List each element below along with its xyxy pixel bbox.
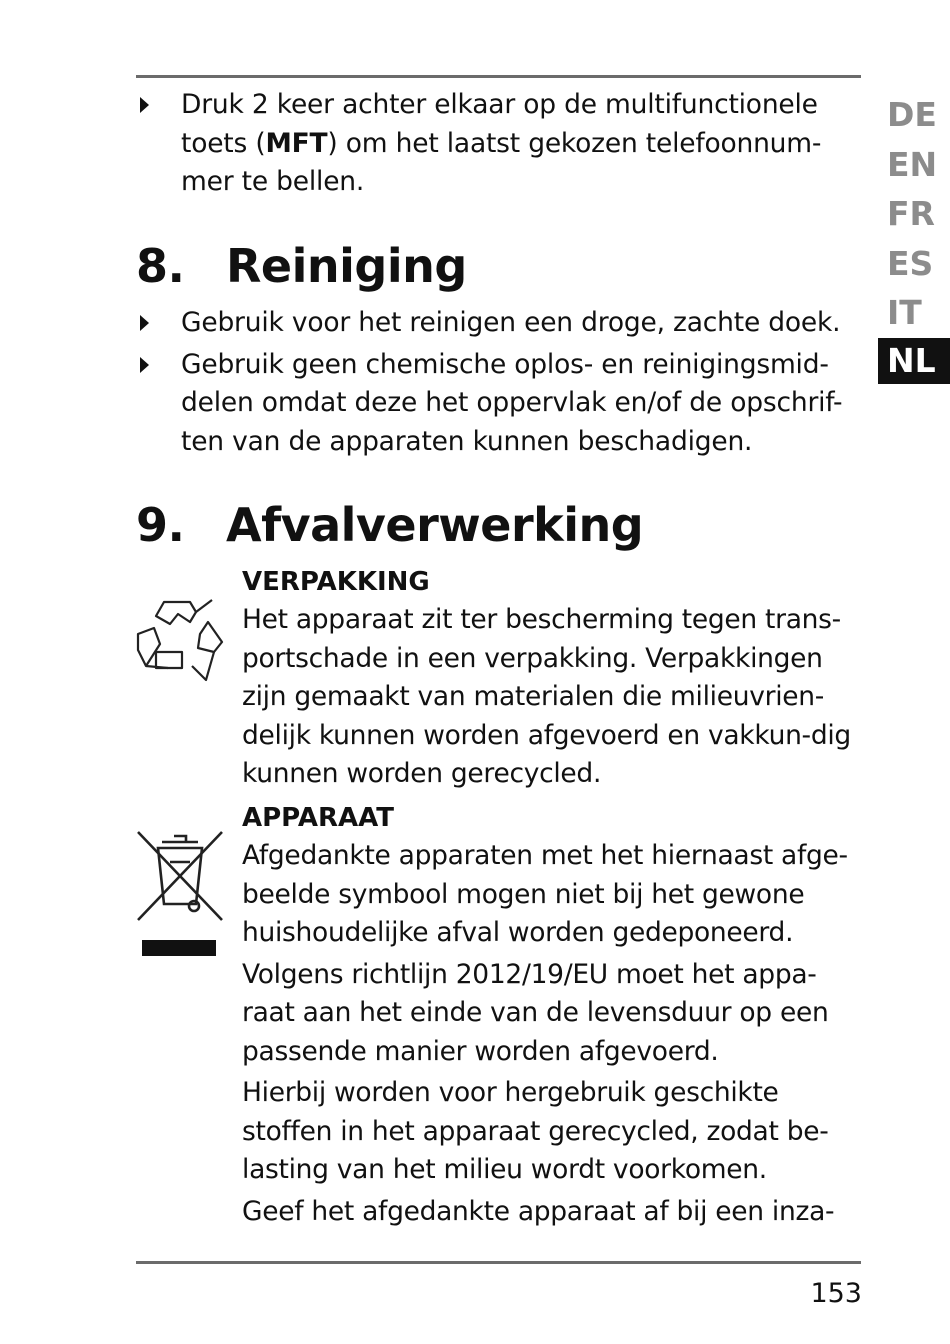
bullet-text: Gebruik geen chemische oplos- en reinigingsmid-delen omdat deze het oppervlak en/of de opschrif-ten van de apparaten kunnen beschadigen.	[181, 348, 843, 457]
list-item	[136, 346, 861, 462]
recycle-icon	[134, 596, 226, 684]
section-number: 9.	[136, 498, 185, 552]
section-heading-reiniging	[136, 238, 467, 294]
device-block	[242, 799, 867, 1234]
cleaning-bullet-list	[136, 304, 861, 461]
language-tab-nl[interactable]: NL	[878, 338, 950, 384]
top-rule	[136, 75, 861, 78]
bullet-text-after: ) om het laatst gekozen telefoonnum-mer te bellen.	[181, 127, 822, 197]
list-item	[136, 86, 861, 202]
bullet-text-bold: MFT	[265, 127, 328, 159]
list-item	[136, 304, 861, 343]
triangle-bullet-icon	[140, 97, 149, 113]
language-tab-es[interactable]: ES	[887, 243, 934, 283]
section-title: Afvalverwerking	[226, 498, 644, 552]
bottom-rule	[136, 1261, 861, 1264]
device-heading: APPARAAT	[242, 803, 394, 833]
bullet-text-before: Druk 2 keer achter elkaar op de multifunctionele toets (	[181, 89, 818, 159]
page-number: 153	[810, 1278, 862, 1309]
section-number: 8.	[136, 239, 185, 293]
triangle-bullet-icon	[140, 357, 149, 373]
triangle-bullet-icon	[140, 315, 149, 331]
bullet-text: Gebruik voor het reinigen een droge, zachte doek.	[181, 307, 841, 338]
language-tab-fr[interactable]: FR	[887, 194, 935, 233]
language-tab-it[interactable]: IT	[887, 293, 922, 332]
packaging-heading: VERPAKKING	[242, 567, 430, 597]
packaging-text: Het apparaat zit ter bescherming tegen trans-portschade in een verpakking. Verpakkingen zijn gemaakt van materialen die milieuvrien-delijk kunnen worden afgevoerd en vakkun-dig kunnen worden gerecycled.	[242, 604, 851, 789]
language-tab-de[interactable]: DE	[887, 95, 937, 134]
language-tabs	[878, 90, 950, 384]
device-paragraph: Afgedankte apparaten met het hiernaast afge-beelde symbool mogen niet bij het gewone huishoudelijke afval worden gedeponeerd.	[242, 840, 848, 948]
crossed-out-bin-icon	[134, 828, 226, 960]
section-title: Reiniging	[226, 239, 467, 293]
device-paragraph: Hierbij worden voor hergebruik geschikte stoffen in het apparaat gerecycled, zodat be-lasting van het milieu wordt voorkomen.	[242, 1077, 829, 1185]
intro-bullet-list	[136, 86, 861, 202]
packaging-block	[242, 563, 867, 797]
section-heading-afvalverwerking	[136, 497, 643, 553]
device-paragraph: Volgens richtlijn 2012/19/EU moet het appa-raat aan het einde van de levensduur op een passende manier worden afgevoerd.	[242, 958, 829, 1067]
device-paragraph: Geef het afgedankte apparaat af bij een inza-	[242, 1195, 835, 1227]
language-tab-en[interactable]: EN	[887, 144, 938, 184]
